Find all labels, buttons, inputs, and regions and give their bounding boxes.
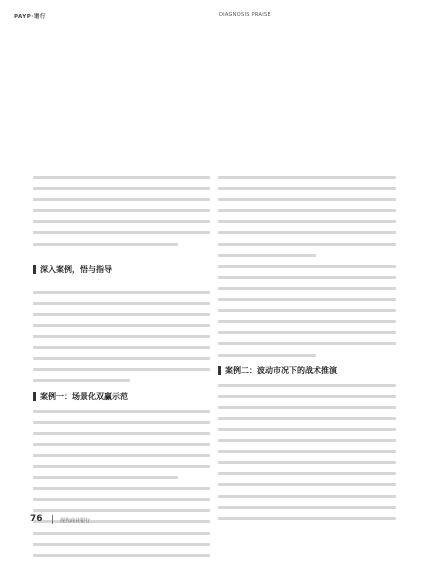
text-line (218, 506, 396, 509)
section-paragraph (33, 291, 210, 383)
page-number: 76 (30, 514, 43, 524)
text-line (33, 443, 210, 446)
text-line (218, 406, 396, 409)
case-one-heading: 案例一：场景化双赢示范 (33, 391, 210, 402)
text-line (33, 543, 210, 546)
text-line (33, 368, 210, 371)
text-line (33, 410, 210, 413)
text-line (33, 291, 210, 294)
footer-brand: 现代商业银行 (60, 518, 91, 524)
text-line (218, 287, 396, 290)
text-line (218, 483, 396, 486)
text-line (33, 421, 210, 424)
text-line (33, 509, 210, 512)
right-paragraph-two (218, 265, 396, 357)
text-line (218, 231, 396, 234)
text-line (33, 476, 178, 479)
case-two-heading: 案例二：波动市况下的战术推演 (218, 365, 396, 376)
left-column (33, 176, 210, 565)
text-line (33, 357, 210, 360)
text-line (33, 346, 210, 349)
text-line (33, 487, 210, 490)
text-line (33, 302, 210, 305)
text-line (218, 439, 396, 442)
text-line (218, 495, 396, 498)
text-line (218, 354, 316, 357)
text-line (218, 220, 396, 223)
text-line (33, 220, 210, 223)
text-line (33, 335, 210, 338)
footer-divider (52, 515, 53, 524)
text-line (33, 243, 178, 246)
text-line (218, 276, 396, 279)
text-line (33, 454, 210, 457)
text-line (218, 198, 396, 201)
text-line (218, 450, 396, 453)
text-line (218, 243, 396, 246)
header-right-label: DIAGNOSIS PRAISE (219, 12, 271, 18)
text-line (218, 265, 396, 268)
text-line (33, 198, 210, 201)
text-line (33, 465, 210, 468)
text-line (218, 384, 396, 387)
text-line (33, 209, 210, 212)
text-line (218, 472, 396, 475)
text-line (218, 176, 396, 179)
text-line (33, 324, 210, 327)
text-line (33, 313, 210, 316)
case-two-body (218, 384, 396, 520)
text-line (218, 395, 396, 398)
text-line (33, 176, 210, 179)
text-line (218, 309, 396, 312)
text-line (218, 331, 396, 334)
header-left-label: PAYP·谱行 (14, 14, 46, 20)
intro-paragraph (33, 176, 210, 246)
text-line (33, 432, 210, 435)
case-one-body (33, 410, 210, 557)
text-line (218, 461, 396, 464)
text-line (218, 417, 396, 420)
text-line (33, 532, 210, 535)
text-line (218, 428, 396, 431)
text-line (33, 498, 210, 501)
text-line (218, 320, 396, 323)
right-column (218, 176, 396, 528)
text-line (218, 187, 396, 190)
text-line (218, 254, 316, 257)
text-line (33, 187, 210, 190)
text-line (218, 209, 396, 212)
section-heading: 深入案例，悟与指导 (33, 264, 210, 275)
right-paragraph-one (218, 176, 396, 257)
text-line (33, 554, 210, 557)
text-line (218, 342, 396, 345)
text-line (33, 379, 130, 382)
text-line (218, 298, 396, 301)
text-line (33, 231, 210, 234)
text-line (218, 517, 396, 520)
